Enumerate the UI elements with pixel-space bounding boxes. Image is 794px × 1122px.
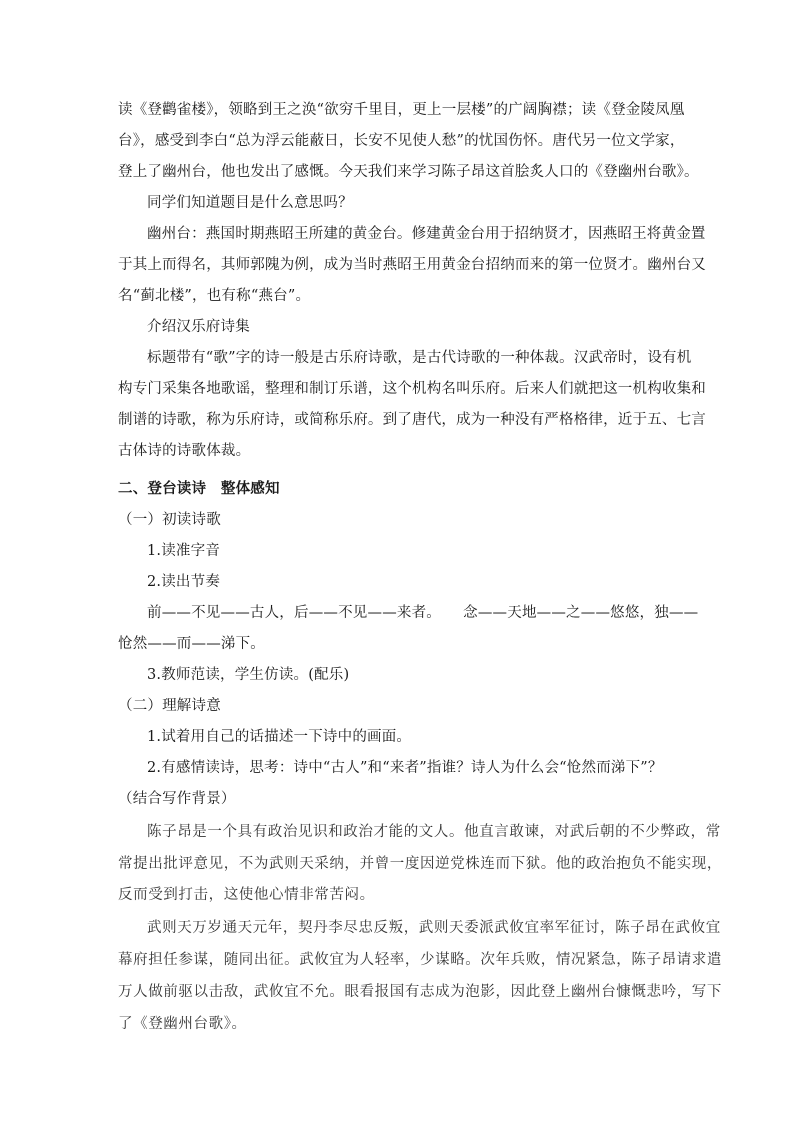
list-item: 2.读出节奏 [147, 574, 221, 590]
list-item: 1.读准字音 [147, 543, 221, 559]
paragraph-line: （结合写作背景） [118, 791, 236, 807]
paragraph-line: 名“蓟北楼”，也有称“燕台”。 [118, 288, 311, 304]
paragraph-line: 幽州台：燕国时期燕昭王所建的黄金台。修建黄金台用于招纳贤才，因燕昭王将黄金置 [147, 226, 706, 242]
rhythm-line: 怆然——而——涕下。 [118, 636, 265, 652]
paragraph-line: 古体诗的诗歌体裁。 [118, 443, 251, 459]
list-item: 1.试着用自己的话描述一下诗中的画面。 [147, 729, 412, 745]
paragraph-line: 台》，感受到李白“总为浮云能蔽日，长安不见使人愁”的忧国伤怀。唐代另一位文学家， [118, 133, 685, 149]
background-paragraph-line: 陈子昂是一个具有政治见识和政治才能的文人。他直言敢谏，对武后朝的不少弊政，常 [147, 824, 721, 840]
paragraph-heading: 介绍汉乐府诗集 [147, 319, 250, 335]
background-paragraph-line: 反而受到打击，这使他心情非常苦闷。 [118, 887, 375, 903]
list-item: 3.教师范读，学生仿读。(配乐) [147, 667, 350, 683]
background-paragraph-line: 了《登幽州台歌》。 [118, 1016, 247, 1032]
section-heading: 二、登台读诗 整体感知 [118, 481, 280, 497]
background-paragraph-line: 常提出批评意见，不为武则天采纳，并曾一度因逆党株连而下狱。他的政治抱负不能实现， [118, 856, 722, 872]
background-paragraph-line: 万人做前驱以击敌，武攸宜不允。眼看报国有志成为泡影，因此登上幽州台慷慨悲吟，写下 [118, 984, 722, 1000]
background-paragraph-line: 幕府担任参谋，随同出征。武攸宜为人轻率，少谋略。次年兵败，情况紧急，陈子昂请求遣 [118, 952, 722, 968]
rhythm-line: 前——不见——古人，后——不见——来者。 念——天地——之——悠悠，独—— [147, 605, 699, 621]
paragraph-line: 构专门采集各地歌谣，整理和制订乐谱，这个机构名叫乐府。后来人们就把这一机构收集和 [118, 381, 706, 397]
paragraph-line: 制谱的诗歌，称为乐府诗，或简称乐府。到了唐代，成为一种没有严格格律，近于五、七言 [118, 412, 706, 428]
background-paragraph-line: 武则天万岁通天元年，契丹李尽忠反叛，武则天委派武攸宜率军征讨，陈子昂在武攸宜 [147, 920, 721, 936]
paragraph-line: 读《登鹳雀楼》，领略到王之涣“欲穷千里目，更上一层楼”的广阔胸襟；读《登金陵凤凰 [118, 102, 685, 118]
subsection-heading: （一）初读诗歌 [118, 512, 221, 528]
paragraph-line: 于其上而得名，其师郭隗为例，成为当时燕昭王用黄金台招纳而来的第一位贤才。幽州台又 [118, 257, 706, 273]
question-line: 同学们知道题目是什么意思吗？ [147, 195, 353, 211]
paragraph-line: 登上了幽州台，他也发出了感慨。今天我们来学习陈子昂这首脍炙人口的《登幽州台歌》。 [118, 164, 699, 180]
subsection-heading: （二）理解诗意 [118, 698, 221, 714]
paragraph-line: 标题带有“歌”字的诗一般是古乐府诗歌，是古代诗歌的一种体裁。汉武帝时，设有机 [147, 350, 692, 366]
list-item: 2.有感情读诗，思考：诗中“古人”和“来者”指谁？诗人为什么会“怆然而涕下”？ [147, 760, 663, 776]
